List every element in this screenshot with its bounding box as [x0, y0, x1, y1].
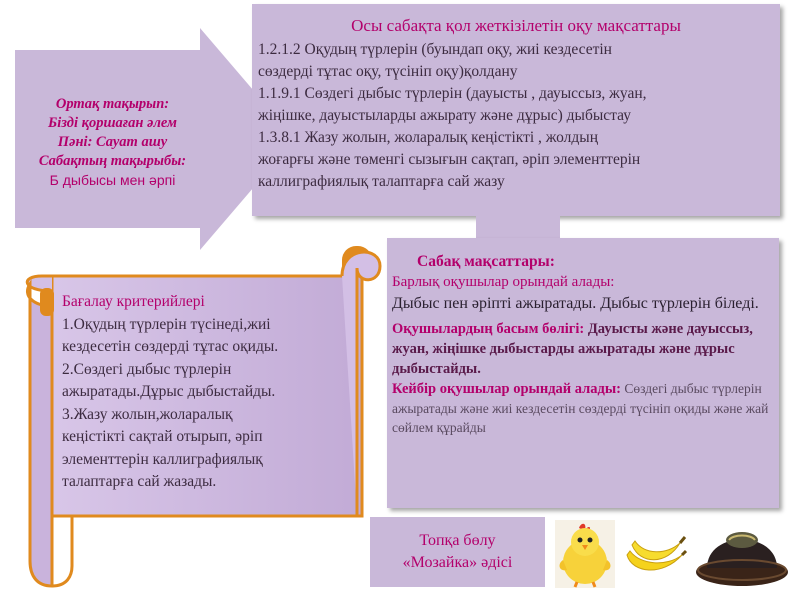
some-students-label: Кейбір оқушылар орындай алады:: [392, 381, 622, 397]
objective-line: 1.2.1.2 Оқудың түрлерін (буындап оқу, жиі кездесетін: [258, 41, 612, 58]
most-students-goal: [392, 319, 774, 379]
grouping-title: Топқа бөлу: [419, 532, 496, 549]
most-students-text: Дауысты және дауыссыз, жуан, жіңішке дыбыстарды ажыратады және дұрыс дыбыстайды.: [392, 321, 753, 377]
all-students-label: Барлық оқушылар орындай алады:: [392, 274, 615, 290]
some-students-text: Сөздегі дыбыс түрлерін ажыратады және жиі кездесетін сөздерді түсініп оқиды және жай сөйлем құрайды: [392, 381, 769, 435]
criteria-line: 1.Оқудың түрлерін түсінеді,жиі: [62, 315, 271, 333]
lesson-goals-heading: Сабақ мақсаттары:: [417, 253, 555, 270]
learning-objectives-box: [252, 4, 780, 216]
objective-line: жіңішке, дауыстыларды ажырату және дұрыс) дыбыстау: [258, 107, 631, 124]
banana-picture: [622, 525, 687, 580]
objective-line: сөздерді тұтас оқу, түсініп оқу)қолдану: [258, 63, 518, 80]
most-students-label: Оқушылардың басым бөлігі:: [392, 321, 585, 337]
criteria-line: элементтерін каллиграфиялық: [62, 450, 263, 468]
objective-line: 1.1.9.1 Сөздегі дыбыс түрлерін (дауысты , дауыссыз, жуан,: [258, 85, 647, 102]
grouping-method: «Мозайка» әдісі: [402, 554, 513, 571]
hat-picture: [693, 520, 791, 588]
common-topic-label: Ортақ тақырып:: [55, 96, 170, 112]
criteria-line: ажыратады.Дұрыс дыбыстайды.: [62, 383, 276, 400]
some-students-goal: [392, 379, 774, 437]
objective-line: каллиграфиялық талаптарға сай жазу: [258, 173, 505, 190]
learning-objectives-title: Осы сабақта қол жеткізілетін оқу мақсаттары: [351, 16, 681, 35]
subject-label: Пәні: Сауат ашу: [57, 134, 168, 150]
lesson-topic-value: Б дыбысы мен әрпі: [49, 172, 176, 188]
common-topic-value: Бізді қоршаған әлем: [48, 115, 177, 131]
chick-picture: [555, 520, 615, 588]
learning-objectives-list: [252, 39, 780, 193]
connector-block: [476, 216, 560, 240]
grouping-method-box: [370, 517, 545, 587]
criteria-line: кеңістікті сақтай отырып, әріп: [62, 428, 263, 445]
lesson-topic-label: Сабақтың тақырыбы:: [38, 153, 187, 169]
criteria-line: талаптарға сай жазады.: [62, 473, 217, 490]
lesson-goals-box: [387, 238, 779, 508]
criteria-line: 2.Сөздегі дыбыс түрлерін: [62, 360, 232, 378]
objective-line: 1.3.8.1 Жазу жолын, жоларалық кеңістікті , жолдың: [258, 129, 598, 146]
criteria-line: 3.Жазу жолын,жоларалық: [62, 405, 233, 423]
criteria-line: кездесетін сөздерді тұтас оқиды.: [62, 338, 279, 355]
assessment-criteria-title: Бағалау критерийлері: [62, 293, 205, 310]
all-students-text: Дыбыс пен әріпті ажыратады. Дыбыс түрлерін біледі.: [392, 295, 759, 312]
assessment-criteria: [62, 291, 352, 494]
objective-line: жоғарғы және төменгі сызығын сақтап, әріп элементтерін: [258, 151, 641, 168]
topic-info: [15, 95, 210, 190]
